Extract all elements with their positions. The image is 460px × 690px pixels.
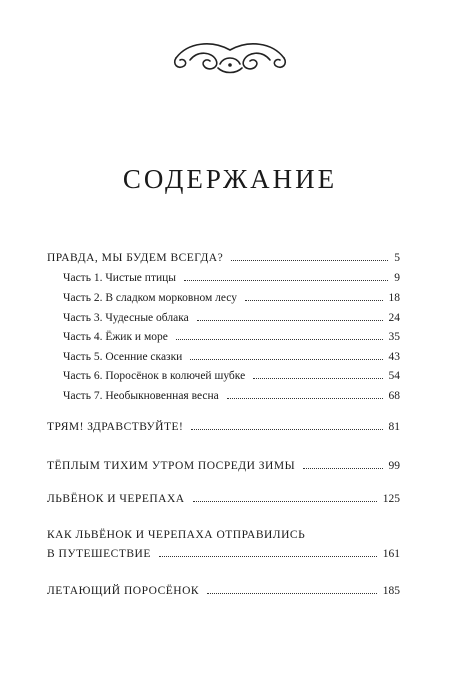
toc-entry-label: Часть 2. В сладком морковном лесу <box>63 292 237 304</box>
toc-entry-story <box>47 546 400 562</box>
toc-entry-label: Часть 3. Чудесные облака <box>63 312 189 324</box>
toc-entry-label: ТРЯМ! ЗДРАВСТВУЙТЕ! <box>47 421 184 433</box>
toc-entry-label: Часть 1. Чистые птицы <box>63 272 177 284</box>
dot-leader <box>197 320 383 321</box>
dot-leader <box>303 468 382 469</box>
dot-leader <box>231 260 388 261</box>
toc-entry-story <box>47 491 400 507</box>
toc-entry-label: В ПУТЕШЕСТВИЕ <box>47 548 151 560</box>
dot-leader <box>190 359 382 360</box>
toc-entry-page: 43 <box>388 351 400 363</box>
dot-leader <box>253 378 382 379</box>
toc-entry-label: ПРАВДА, МЫ БУДЕМ ВСЕГДА? <box>47 252 224 264</box>
toc-entry-part <box>63 290 400 306</box>
toc-entry-page: 35 <box>388 331 400 343</box>
toc-entry-page: 161 <box>382 548 400 560</box>
dot-leader <box>245 300 383 301</box>
dot-leader <box>191 429 382 430</box>
toc-entry-label: Часть 5. Осенние сказки <box>63 351 183 363</box>
flourish-ornament-icon <box>168 36 292 80</box>
toc-entry-label: Часть 4. Ёжик и море <box>63 331 168 343</box>
toc-entry-page: 18 <box>388 292 400 304</box>
toc-entry-page: 9 <box>394 272 400 284</box>
toc-entry-part <box>63 310 400 326</box>
toc-entry-page: 5 <box>394 252 400 264</box>
toc-entry-page: 24 <box>388 312 400 324</box>
toc-entry-page: 81 <box>388 421 400 433</box>
toc-entry-story <box>47 419 400 435</box>
toc-entry-part <box>63 349 400 365</box>
dot-leader <box>184 280 388 281</box>
toc-entry-main <box>47 250 400 266</box>
dot-leader <box>176 339 383 340</box>
toc-entry-part <box>63 368 400 384</box>
toc-entry-part <box>63 388 400 404</box>
toc-entry-label: ТЁПЛЫМ ТИХИМ УТРОМ ПОСРЕДИ ЗИМЫ <box>47 460 296 472</box>
toc-entry-page: 125 <box>382 493 400 505</box>
toc-entry-page: 99 <box>388 460 400 472</box>
toc-entry-label: ЛЬВЁНОК И ЧЕРЕПАХА <box>47 493 185 505</box>
toc-entry-part <box>63 270 400 286</box>
toc-entry-label: ЛЕТАЮЩИЙ ПОРОСЁНОК <box>47 585 200 597</box>
toc-entry-label: Часть 6. Поросёнок в колючей шубке <box>63 370 246 382</box>
toc-entry-label-line1: КАК ЛЬВЁНОК И ЧЕРЕПАХА ОТПРАВИЛИСЬ <box>47 529 306 541</box>
toc-entry-label: Часть 7. Необыкновенная весна <box>63 390 219 402</box>
toc-entry-story <box>47 583 400 599</box>
dot-leader <box>227 398 383 399</box>
toc-entry-page: 185 <box>382 585 400 597</box>
page-title: СОДЕРЖАНИЕ <box>122 164 338 194</box>
toc-entry-page: 54 <box>388 370 400 382</box>
toc-entry-part <box>63 329 400 345</box>
toc-entry-page: 68 <box>388 390 400 402</box>
dot-leader <box>193 501 377 502</box>
dot-leader <box>207 593 377 594</box>
toc-entry-story <box>47 458 400 474</box>
dot-leader <box>159 556 377 557</box>
